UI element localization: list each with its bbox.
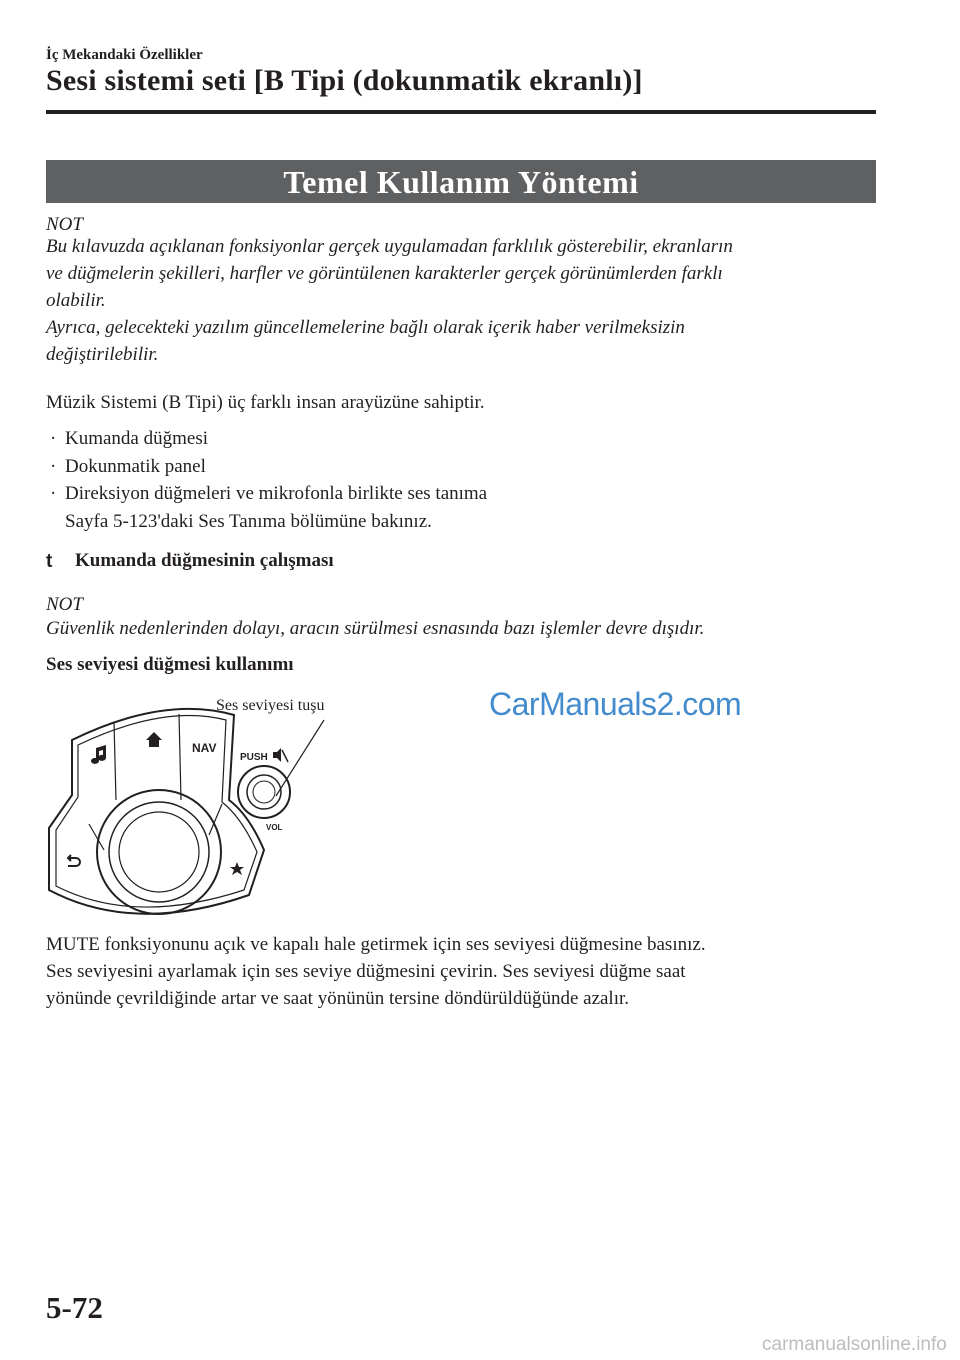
note-label: NOT (46, 594, 83, 615)
note-text: Güvenlik nedenlerinden dolayı, aracın sürülmesi esnasında bazı işlemler devre dışıdır. (46, 618, 705, 639)
home-icon (146, 732, 162, 747)
note-text (46, 233, 733, 368)
nav-label: NAV (192, 741, 217, 755)
list-item (50, 453, 487, 481)
commander-knob (97, 790, 221, 914)
subsection-title: Kumanda düğmesinin çalışması (75, 550, 334, 571)
title-divider (46, 110, 876, 114)
section-label: İç Mekandaki Özellikler (46, 47, 203, 63)
instruction-line: Ses seviyesini ayarlamak için ses seviye düğmesini çevirin. Ses seviyesi düğme saat (46, 961, 686, 982)
volume-instructions (46, 931, 706, 1012)
volume-heading: Ses seviyesi düğmesi kullanımı (46, 654, 294, 675)
instruction-line: MUTE fonksiyonunu açık ve kapalı hale getirmek için ses seviyesi düğmesine basınız. (46, 934, 706, 955)
cross-reference: Sayfa 5-123'daki Ses Tanıma bölümüne bakınız. (65, 510, 432, 532)
note-line: Bu kılavuzda açıklanan fonksiyonlar gerçek uygulamadan farklılık gösterebilir, ekranların (46, 236, 733, 257)
music-icon (91, 745, 106, 764)
list-item (50, 425, 487, 453)
instruction-line: yönünde çevrildiğinde artar ve saat yönünün tersine döndürüldüğünde azalır. (46, 988, 630, 1009)
list-item-text: Dokunmatik panel (65, 455, 206, 477)
commander-knob-diagram (44, 700, 364, 920)
push-label: PUSH (240, 752, 268, 763)
section-banner: Temel Kullanım Yöntemi (46, 160, 876, 203)
note-line: değiştirilebilir. (46, 344, 159, 365)
list-item-text: Direksiyon düğmeleri ve mikrofonla birlikte ses tanıma (65, 483, 488, 504)
page-title: Sesi sistemi seti [B Tipi (dokunmatik ekranlı)] (46, 64, 643, 97)
intro-paragraph: Müzik Sistemi (B Tipi) üç farklı insan arayüzüne sahiptir. (46, 392, 485, 413)
callout-leader-line (276, 720, 324, 796)
list-item (50, 480, 487, 508)
footer-site-link[interactable]: carmanualsonline.info (762, 1334, 947, 1355)
interface-list (50, 425, 487, 535)
vol-label: VOL (266, 823, 283, 832)
watermark: CarManuals2.com (489, 686, 742, 722)
note-label: NOT (46, 214, 83, 235)
page-number: 5-72 (46, 1290, 103, 1325)
list-item-text: Kumanda düğmesi (65, 428, 209, 449)
note-line: Ayrıca, gelecekteki yazılım güncellemelerine bağlı olarak içerik haber verilmeksizin (46, 317, 685, 338)
subsection-marker: t (46, 551, 53, 572)
bullet-dot: · (50, 483, 57, 504)
bullet-dot: · (50, 455, 57, 477)
volume-knob (238, 766, 290, 818)
back-arrow-icon (68, 855, 80, 866)
note-line: ve düğmelerin şekilleri, harfler ve görüntülenen karakterler gerçek görünümlerden farklı (46, 263, 723, 284)
callout-label: Ses seviyesi tuşu (216, 697, 325, 714)
bullet-dot: · (50, 428, 57, 449)
note-line: olabilir. (46, 290, 106, 311)
mute-speaker-icon (273, 748, 288, 762)
favorite-star-icon (230, 862, 244, 875)
